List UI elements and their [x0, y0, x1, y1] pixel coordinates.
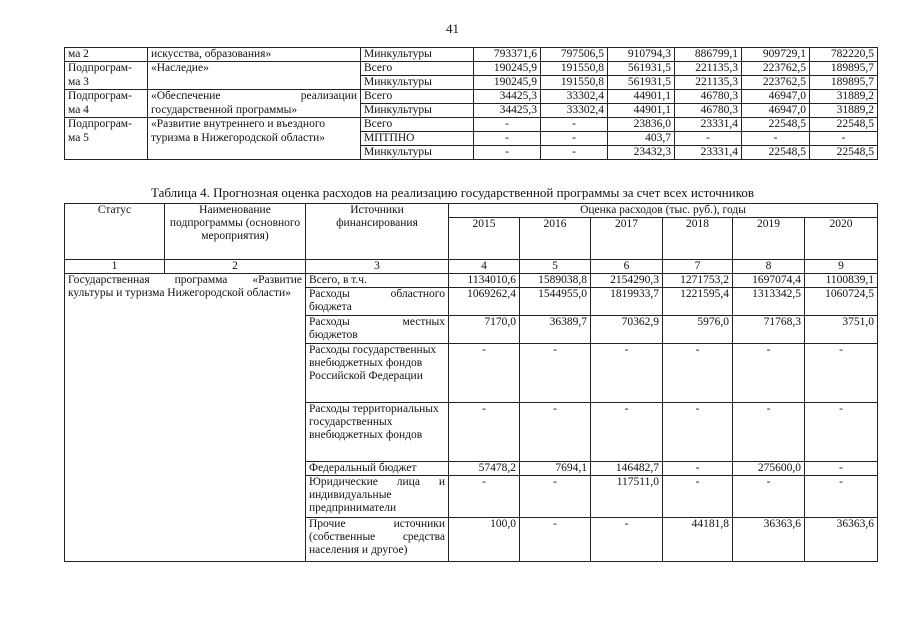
value-cell: 909729,1: [742, 48, 810, 62]
source-cell: Федеральный бюджет: [306, 462, 449, 476]
value-cell: 34425,3: [474, 90, 541, 104]
value-cell: 22548,5: [742, 146, 810, 160]
value-cell: 100,0: [449, 518, 520, 562]
value-cell: -: [733, 476, 805, 518]
value-cell: 22548,5: [742, 118, 810, 132]
status-cell: ма 3: [65, 76, 148, 90]
header-year: 2017: [591, 218, 663, 260]
header-estimate: Оценка расходов (тыс. руб.), годы: [449, 204, 878, 218]
value-cell: 22548,5: [810, 118, 878, 132]
value-cell: 23432,3: [608, 146, 675, 160]
value-cell: 403,7: [608, 132, 675, 146]
value-cell: -: [742, 132, 810, 146]
source-cell: Всего: [361, 90, 474, 104]
header-year: 2019: [733, 218, 805, 260]
source-cell: Всего: [361, 118, 474, 132]
value-cell: -: [663, 403, 733, 462]
value-cell: -: [449, 403, 520, 462]
value-cell: -: [449, 344, 520, 403]
value-cell: -: [805, 344, 878, 403]
column-number: 3: [306, 260, 449, 274]
value-cell: 275600,0: [733, 462, 805, 476]
column-number: 6: [591, 260, 663, 274]
source-cell: Всего: [361, 62, 474, 76]
source-cell: Расходы территориальных государственных внебюджетных фондов: [306, 403, 449, 462]
source-cell: Минкультуры: [361, 76, 474, 90]
value-cell: -: [449, 476, 520, 518]
value-cell: 33302,4: [541, 90, 608, 104]
value-cell: -: [474, 118, 541, 132]
value-cell: 1060724,5: [805, 288, 878, 316]
value-cell: -: [520, 476, 591, 518]
name-cell: «Обеспечение реализации: [148, 90, 361, 104]
value-cell: 46947,0: [742, 104, 810, 118]
value-cell: -: [675, 132, 742, 146]
column-number: 7: [663, 260, 733, 274]
value-cell: 70362,9: [591, 316, 663, 344]
name-cell: туризма в Нижегородской области»: [148, 132, 361, 146]
source-cell: Минкультуры: [361, 104, 474, 118]
name-cell: [148, 76, 361, 90]
table-row: [65, 274, 878, 288]
value-cell: 191550,8: [541, 76, 608, 90]
value-cell: 886799,1: [675, 48, 742, 62]
value-cell: -: [520, 344, 591, 403]
header-year: 2020: [805, 218, 878, 260]
table-row: [65, 48, 878, 62]
value-cell: 44901,1: [608, 90, 675, 104]
source-cell: МПТПНО: [361, 132, 474, 146]
table-row: [65, 90, 878, 104]
value-cell: -: [474, 132, 541, 146]
value-cell: 221135,3: [675, 62, 742, 76]
status-cell: Подпрограм-: [65, 118, 148, 132]
value-cell: 23331,4: [675, 146, 742, 160]
value-cell: 191550,8: [541, 62, 608, 76]
program-name-cell: Государственная программа «Развитие культуры и туризма Нижегородской области»: [65, 274, 306, 562]
value-cell: 1221595,4: [663, 288, 733, 316]
value-cell: -: [591, 344, 663, 403]
source-cell: Расходы государственных внебюджетных фондов Российской Федерации: [306, 344, 449, 403]
source-cell: Всего, в т.ч.: [306, 274, 449, 288]
header-status: Статус: [65, 204, 165, 260]
value-cell: 46780,3: [675, 104, 742, 118]
value-cell: 23331,4: [675, 118, 742, 132]
value-cell: -: [520, 518, 591, 562]
value-cell: 36363,6: [805, 518, 878, 562]
status-cell: [65, 146, 148, 160]
column-number: 2: [165, 260, 306, 274]
value-cell: -: [520, 403, 591, 462]
header-source: Источники финансирования: [306, 204, 449, 260]
value-cell: 1697074,4: [733, 274, 805, 288]
value-cell: 797506,5: [541, 48, 608, 62]
value-cell: 1313342,5: [733, 288, 805, 316]
table-row: [65, 104, 878, 118]
value-cell: 190245,9: [474, 62, 541, 76]
top-table: [64, 47, 878, 160]
value-cell: -: [733, 403, 805, 462]
page-number: 41: [446, 21, 459, 36]
value-cell: -: [663, 462, 733, 476]
value-cell: 190245,9: [474, 76, 541, 90]
value-cell: 223762,5: [742, 76, 810, 90]
table-row: [65, 118, 878, 132]
value-cell: 117511,0: [591, 476, 663, 518]
value-cell: -: [805, 403, 878, 462]
main-table: [64, 203, 878, 562]
name-cell: [148, 146, 361, 160]
value-cell: 22548,5: [810, 146, 878, 160]
value-cell: 3751,0: [805, 316, 878, 344]
value-cell: 34425,3: [474, 104, 541, 118]
column-number: 8: [733, 260, 805, 274]
value-cell: 7170,0: [449, 316, 520, 344]
value-cell: 71768,3: [733, 316, 805, 344]
value-cell: -: [541, 146, 608, 160]
value-cell: 46780,3: [675, 90, 742, 104]
status-cell: ма 2: [65, 48, 148, 62]
value-cell: 7694,1: [520, 462, 591, 476]
value-cell: 1544955,0: [520, 288, 591, 316]
value-cell: 221135,3: [675, 76, 742, 90]
value-cell: -: [474, 146, 541, 160]
column-number: 9: [805, 260, 878, 274]
value-cell: 46947,0: [742, 90, 810, 104]
value-cell: 33302,4: [541, 104, 608, 118]
value-cell: 561931,5: [608, 76, 675, 90]
name-cell: «Развитие внутреннего и въездного: [148, 118, 361, 132]
value-cell: 1589038,8: [520, 274, 591, 288]
table-row: [65, 132, 878, 146]
value-cell: 1100839,1: [805, 274, 878, 288]
column-number: 5: [520, 260, 591, 274]
source-cell: Прочие источники (собственные средства населения и другое): [306, 518, 449, 562]
header-year: 2016: [520, 218, 591, 260]
status-cell: Подпрограм-: [65, 90, 148, 104]
value-cell: 44901,1: [608, 104, 675, 118]
value-cell: 189895,7: [810, 76, 878, 90]
column-number: 1: [65, 260, 165, 274]
value-cell: -: [541, 132, 608, 146]
value-cell: -: [541, 118, 608, 132]
value-cell: 146482,7: [591, 462, 663, 476]
table-row: [65, 146, 878, 160]
value-cell: -: [663, 476, 733, 518]
value-cell: 782220,5: [810, 48, 878, 62]
table-row: [65, 76, 878, 90]
value-cell: 31889,2: [810, 90, 878, 104]
value-cell: 57478,2: [449, 462, 520, 476]
table-caption: Таблица 4. Прогнозная оценка расходов на реализацию государственной программы за счет всех источников: [151, 185, 754, 200]
value-cell: 36389,7: [520, 316, 591, 344]
value-cell: 23836,0: [608, 118, 675, 132]
value-cell: 561931,5: [608, 62, 675, 76]
value-cell: 31889,2: [810, 104, 878, 118]
value-cell: 2154290,3: [591, 274, 663, 288]
header-name: Наименование подпрограммы (основного мероприятия): [165, 204, 306, 260]
value-cell: -: [591, 518, 663, 562]
source-cell: Расходы областного бюджета: [306, 288, 449, 316]
name-cell: «Наследие»: [148, 62, 361, 76]
source-cell: Минкультуры: [361, 48, 474, 62]
value-cell: 910794,3: [608, 48, 675, 62]
value-cell: -: [805, 462, 878, 476]
status-cell: ма 4: [65, 104, 148, 118]
value-cell: 1271753,2: [663, 274, 733, 288]
value-cell: 223762,5: [742, 62, 810, 76]
value-cell: -: [663, 344, 733, 403]
value-cell: 1134010,6: [449, 274, 520, 288]
value-cell: 36363,6: [733, 518, 805, 562]
name-cell: государственной программы»: [148, 104, 361, 118]
header-year: 2018: [663, 218, 733, 260]
value-cell: -: [591, 403, 663, 462]
source-cell: Расходы местных бюджетов: [306, 316, 449, 344]
value-cell: 5976,0: [663, 316, 733, 344]
table-row: [65, 62, 878, 76]
value-cell: 1819933,7: [591, 288, 663, 316]
source-cell: Минкультуры: [361, 146, 474, 160]
value-cell: -: [810, 132, 878, 146]
value-cell: 793371,6: [474, 48, 541, 62]
value-cell: -: [805, 476, 878, 518]
column-number: 4: [449, 260, 520, 274]
value-cell: 189895,7: [810, 62, 878, 76]
value-cell: 1069262,4: [449, 288, 520, 316]
value-cell: -: [733, 344, 805, 403]
header-year: 2015: [449, 218, 520, 260]
status-cell: Подпрограм-: [65, 62, 148, 76]
value-cell: 44181,8: [663, 518, 733, 562]
status-cell: ма 5: [65, 132, 148, 146]
name-cell: искусства, образования»: [148, 48, 361, 62]
source-cell: Юридические лица и индивидуальные предприниматели: [306, 476, 449, 518]
